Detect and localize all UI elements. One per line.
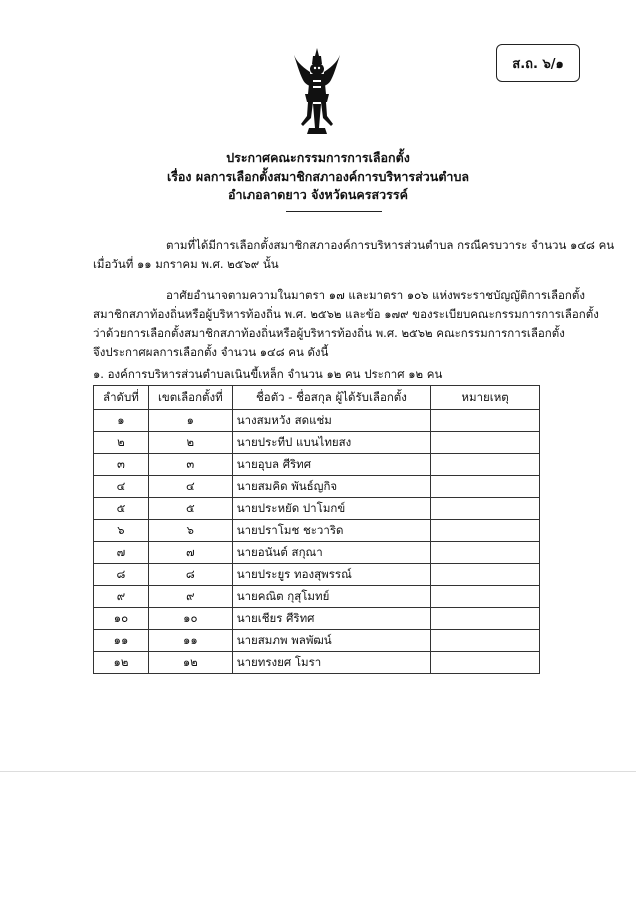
table-row: [94, 498, 540, 520]
row-order: ๒: [94, 432, 149, 454]
row-order: ๑๒: [94, 652, 149, 674]
announcement-title: ประกาศคณะกรรมการการเลือกตั้ง: [226, 150, 410, 165]
table-row: [94, 652, 540, 674]
row-zone: ๙: [148, 586, 232, 608]
row-order: ๗: [94, 542, 149, 564]
row-note: [431, 608, 540, 630]
row-name: นายอนันต์ สกุณา: [232, 542, 430, 564]
row-name: นายอุบล ศีริทศ: [232, 454, 430, 476]
row-name: นายปราโมช ชะวาริด: [232, 520, 430, 542]
table-row: [94, 542, 540, 564]
row-zone: ๑๐: [148, 608, 232, 630]
title-divider: [286, 211, 382, 212]
row-zone: ๑: [148, 410, 232, 432]
row-note: [431, 410, 540, 432]
table-row: [94, 630, 540, 652]
paragraph1-line2: เมื่อวันที่ ๑๑ มกราคม พ.ศ. ๒๕๖๙ นั้น: [93, 257, 279, 271]
row-name: นายคณิต กุสุโมทย์: [232, 586, 430, 608]
row-order: ๑: [94, 410, 149, 432]
table-row: [94, 454, 540, 476]
header-name: ชื่อตัว - ชื่อสกุล ผู้ได้รับเลือกตั้ง: [232, 386, 430, 410]
scan-edge-line: [0, 771, 636, 772]
paragraph2-line3: ว่าด้วยการเลือกตั้งสมาชิกสภาท้องถิ่นหรือผู้บริหารท้องถิ่น พ.ศ. ๒๕๖๒ คณะกรรมการการเลือกตั้ง: [93, 326, 565, 340]
row-note: [431, 520, 540, 542]
row-order: ๔: [94, 476, 149, 498]
paragraph2-line1: อาศัยอำนาจตามความในมาตรา ๑๗ และมาตรา ๑๐๖ แห่งพระราชบัญญัติการเลือกตั้ง: [166, 288, 585, 302]
document-code-box: ส.ถ. ๖/๑: [496, 44, 580, 82]
row-zone: ๔: [148, 476, 232, 498]
row-order: ๕: [94, 498, 149, 520]
row-note: [431, 454, 540, 476]
row-order: ๑๑: [94, 630, 149, 652]
row-note: [431, 476, 540, 498]
row-zone: ๗: [148, 542, 232, 564]
garuda-emblem-icon: [291, 46, 343, 136]
row-name: นางสมหวัง สดแช่ม: [232, 410, 430, 432]
paragraph2-line2: สมาชิกสภาท้องถิ่นหรือผู้บริหารท้องถิ่น พ.ศ. ๒๕๖๒ และข้อ ๑๗๙ ของระเบียบคณะกรรมการการเลือกตั้ง: [93, 307, 599, 321]
row-order: ๙: [94, 586, 149, 608]
table-row: [94, 564, 540, 586]
row-name: นายสมภพ พลพัฒน์: [232, 630, 430, 652]
results-table: [93, 385, 540, 674]
row-zone: ๓: [148, 454, 232, 476]
row-order: ๘: [94, 564, 149, 586]
row-zone: ๑๑: [148, 630, 232, 652]
row-zone: ๘: [148, 564, 232, 586]
table-row: [94, 608, 540, 630]
row-order: ๖: [94, 520, 149, 542]
row-zone: ๒: [148, 432, 232, 454]
row-zone: ๑๒: [148, 652, 232, 674]
row-name: นายเชียร ศีริทศ: [232, 608, 430, 630]
table-row: [94, 476, 540, 498]
row-note: [431, 564, 540, 586]
row-note: [431, 432, 540, 454]
row-note: [431, 586, 540, 608]
row-name: นายทรงยศ โมรา: [232, 652, 430, 674]
row-note: [431, 542, 540, 564]
row-note: [431, 630, 540, 652]
row-zone: ๕: [148, 498, 232, 520]
paragraph2-line4: จึงประกาศผลการเลือกตั้ง จำนวน ๑๔๘ คน ดังนี้: [93, 345, 329, 359]
row-name: นายประหยัด ปาโมกข์: [232, 498, 430, 520]
table-row: [94, 410, 540, 432]
row-name: นายประทีป แบนไทยสง: [232, 432, 430, 454]
table-row: [94, 520, 540, 542]
header-note: หมายเหตุ: [431, 386, 540, 410]
header-order: ลำดับที่: [94, 386, 149, 410]
row-name: นายประยูร ทองสุพรรณ์: [232, 564, 430, 586]
table-header-row: [94, 386, 540, 410]
section-heading: ๑. องค์การบริหารส่วนตำบลเนินขี้เหล็ก จำนวน ๑๒ คน ประกาศ ๑๒ คน: [93, 367, 443, 381]
header-zone: เขตเลือกตั้งที่: [148, 386, 232, 410]
announcement-subject: เรื่อง ผลการเลือกตั้งสมาชิกสภาองค์การบริหารส่วนตำบล: [166, 169, 470, 184]
row-note: [431, 652, 540, 674]
row-order: ๓: [94, 454, 149, 476]
announcement-location: อำเภอลาดยาว จังหวัดนครสวรรค์: [228, 187, 408, 202]
table-row: [94, 432, 540, 454]
table-row: [94, 586, 540, 608]
paragraph1-line1: ตามที่ได้มีการเลือกตั้งสมาชิกสภาองค์การบริหารส่วนตำบล กรณีครบวาระ จำนวน ๑๔๘ คน: [166, 238, 615, 252]
row-zone: ๖: [148, 520, 232, 542]
row-order: ๑๐: [94, 608, 149, 630]
row-note: [431, 498, 540, 520]
row-name: นายสมคิด พันธ์ญกิจ: [232, 476, 430, 498]
